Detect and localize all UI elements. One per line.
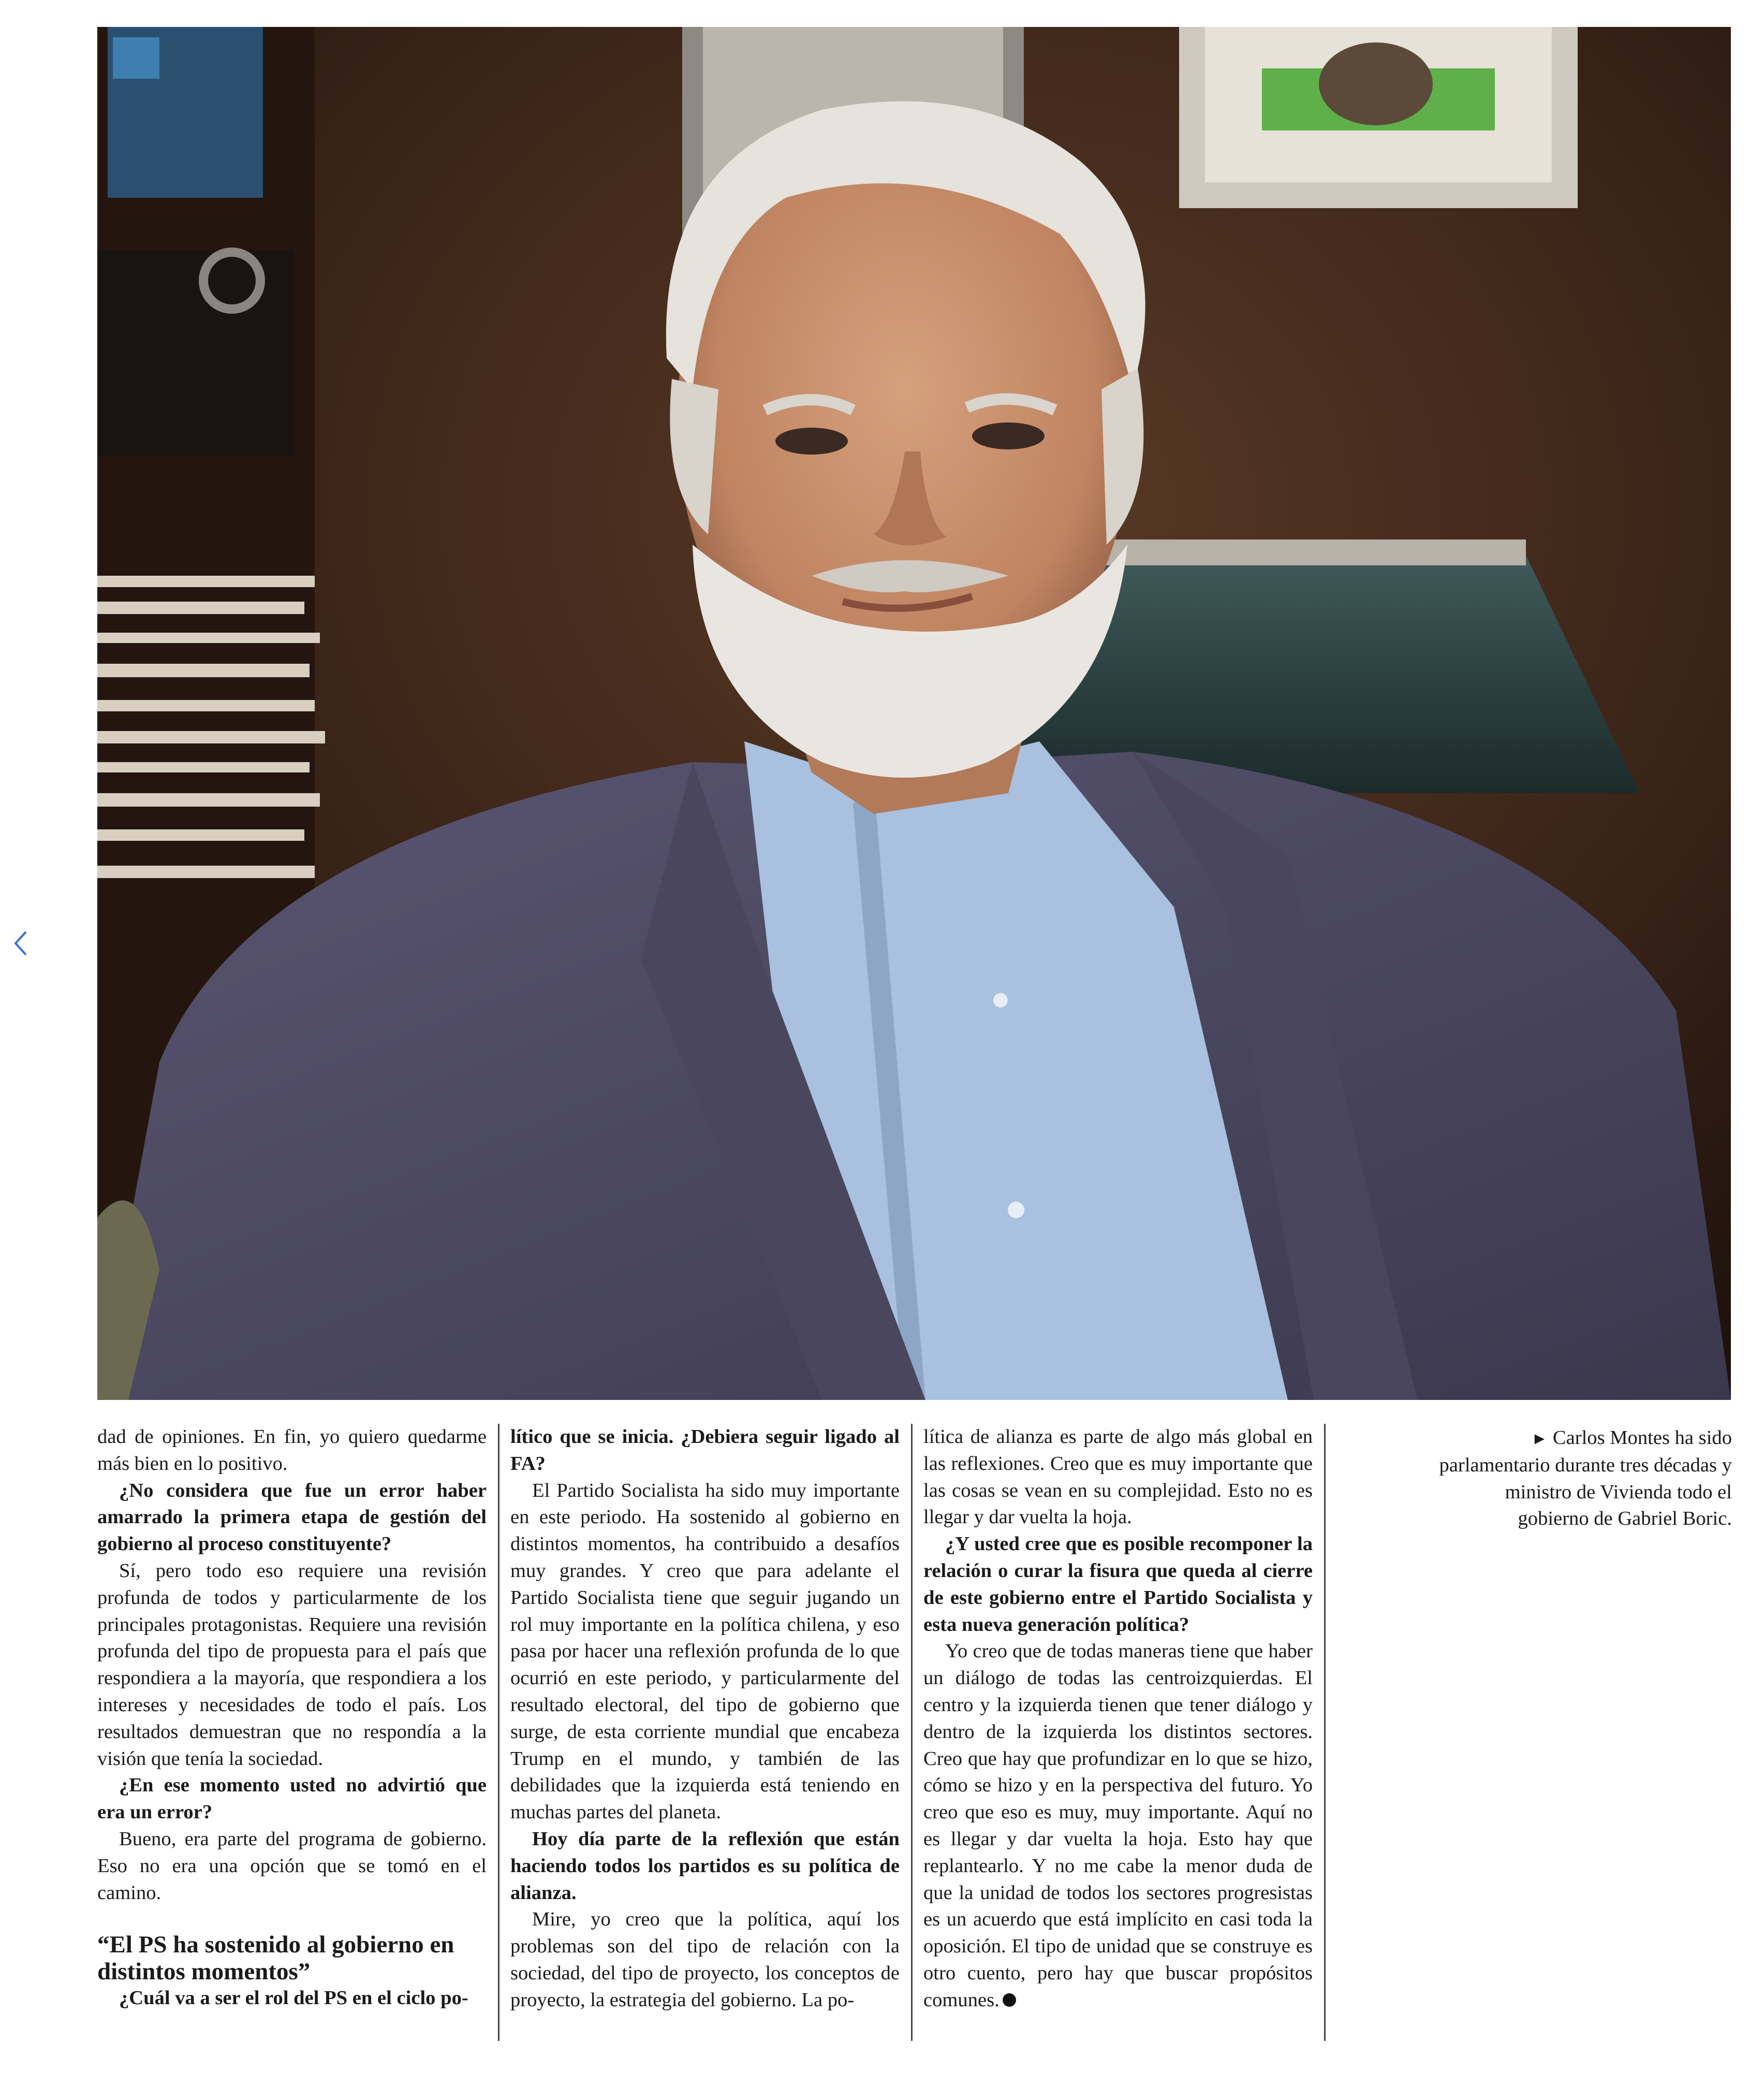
- answer-text: Yo creo que de todas maneras tiene que haber un diálogo de todas las centroizquierdas. El centro y la izquierda tienen que tener diálogo y dentro de la izquierda los distintos sectores. Creo que hay que profundizar en lo que se hizo, cómo se hizo y en la perspectiva del futuro. Yo creo que eso es muy, muy importante. Aquí no es llegar y dar vuelta la hoja. Esto hay que replantearlo. Y no me cabe la menor duda de que la unidad de todos los sectores progresistas es un acuerdo que está implícito en casi toda la oposición. El tipo de unidad que se construye es otro cuento, pero hay que buscar propósitos comunes.: [923, 1640, 1313, 2011]
- question: Hoy día parte de la reflexión que están haciendo todos los partidos es su política de alianza.: [510, 1828, 900, 1904]
- caption-arrow-icon: ►: [1531, 1429, 1548, 1448]
- question: ¿Y usted cree que es posible recomponer la relación o curar la fisura que queda al cierre de este gobierno entre el Partido Socialista y esta nueva generación política?: [923, 1533, 1313, 1636]
- article-column-2: [510, 1424, 900, 2014]
- column-divider: [498, 1424, 499, 2041]
- caption-text: Carlos Montes ha sido parlamentario durante tres décadas y ministro de Vivienda todo el gobierno de Gabriel Boric.: [1439, 1427, 1732, 1530]
- column-divider: [1324, 1424, 1326, 2041]
- paragraph-continuation: dad de opiniones. En fin, yo quiero quedarme más bien en lo positivo.: [97, 1426, 487, 1475]
- column-divider: [911, 1424, 913, 2041]
- paragraph-continuation: lítica de alianza es parte de algo más global en las reflexiones. Creo que es muy importante que las cosas se vean en su complejidad. Esto no es llegar y dar vuelta la hoja.: [923, 1426, 1313, 1528]
- photo-caption: [1439, 1425, 1732, 1532]
- portrait-illustration: [97, 27, 1731, 1400]
- section-heading: “El PS ha sostenido al gobierno en distintos momentos”: [97, 1931, 454, 1986]
- previous-page-button[interactable]: [7, 923, 33, 964]
- question: ¿Cuál va a ser el rol del PS en el ciclo po-: [119, 1987, 468, 2009]
- answer: Sí, pero todo eso requiere una revisión profunda de todos y particularmente de los principales protagonistas. Requiere una revisión profunda del tipo de propuesta para el país que respondiera a la mayoría, que respondiera a los intereses y necesidades de todo el país. Los resultados demuestran que no respondía a la visión que tenía la sociedad.: [97, 1559, 487, 1770]
- question: ¿No considera que fue un error haber amarrado la primera etapa de gestión del gobierno al proceso constituyente?: [97, 1479, 487, 1555]
- answer: Bueno, era parte del programa de gobierno. Eso no era una opción que se tomó en el camino.: [97, 1828, 487, 1904]
- article-column-1: [97, 1424, 487, 2012]
- answer: Mire, yo creo que la política, aquí los problemas son del tipo de relación con la sociedad, del tipo de proyecto, los conceptos de proyecto, la estrategia del gobierno. La po-: [510, 1908, 900, 2011]
- end-of-article-mark: [1003, 1993, 1016, 2007]
- chevron-left-icon: [12, 930, 28, 957]
- article-column-3: [923, 1424, 1313, 2014]
- question-continuation: lítico que se inicia. ¿Debiera seguir ligado al FA?: [510, 1426, 900, 1475]
- question: ¿En ese momento usted no advirtió que era un error?: [97, 1774, 487, 1823]
- portrait-photo: [97, 27, 1731, 1400]
- answer: El Partido Socialista ha sido muy importante en este periodo. Ha sostenido al gobierno en distintos momentos, ha contribuido a desafíos muy grandes. Y creo que para adelante el Partido Socialista tiene que seguir jugando un rol muy importante en la política chilena, y eso pasa por hacer una reflexión profunda de lo que ocurrió en este periodo, y particularmente del resultado electoral, del tipo de gobierno que surge, de esta corriente mundial que encabeza Trump en el mundo, y también de las debilidades que la izquierda está teniendo en muchas partes del planeta.: [510, 1479, 900, 1823]
- answer: [923, 1638, 1313, 2013]
